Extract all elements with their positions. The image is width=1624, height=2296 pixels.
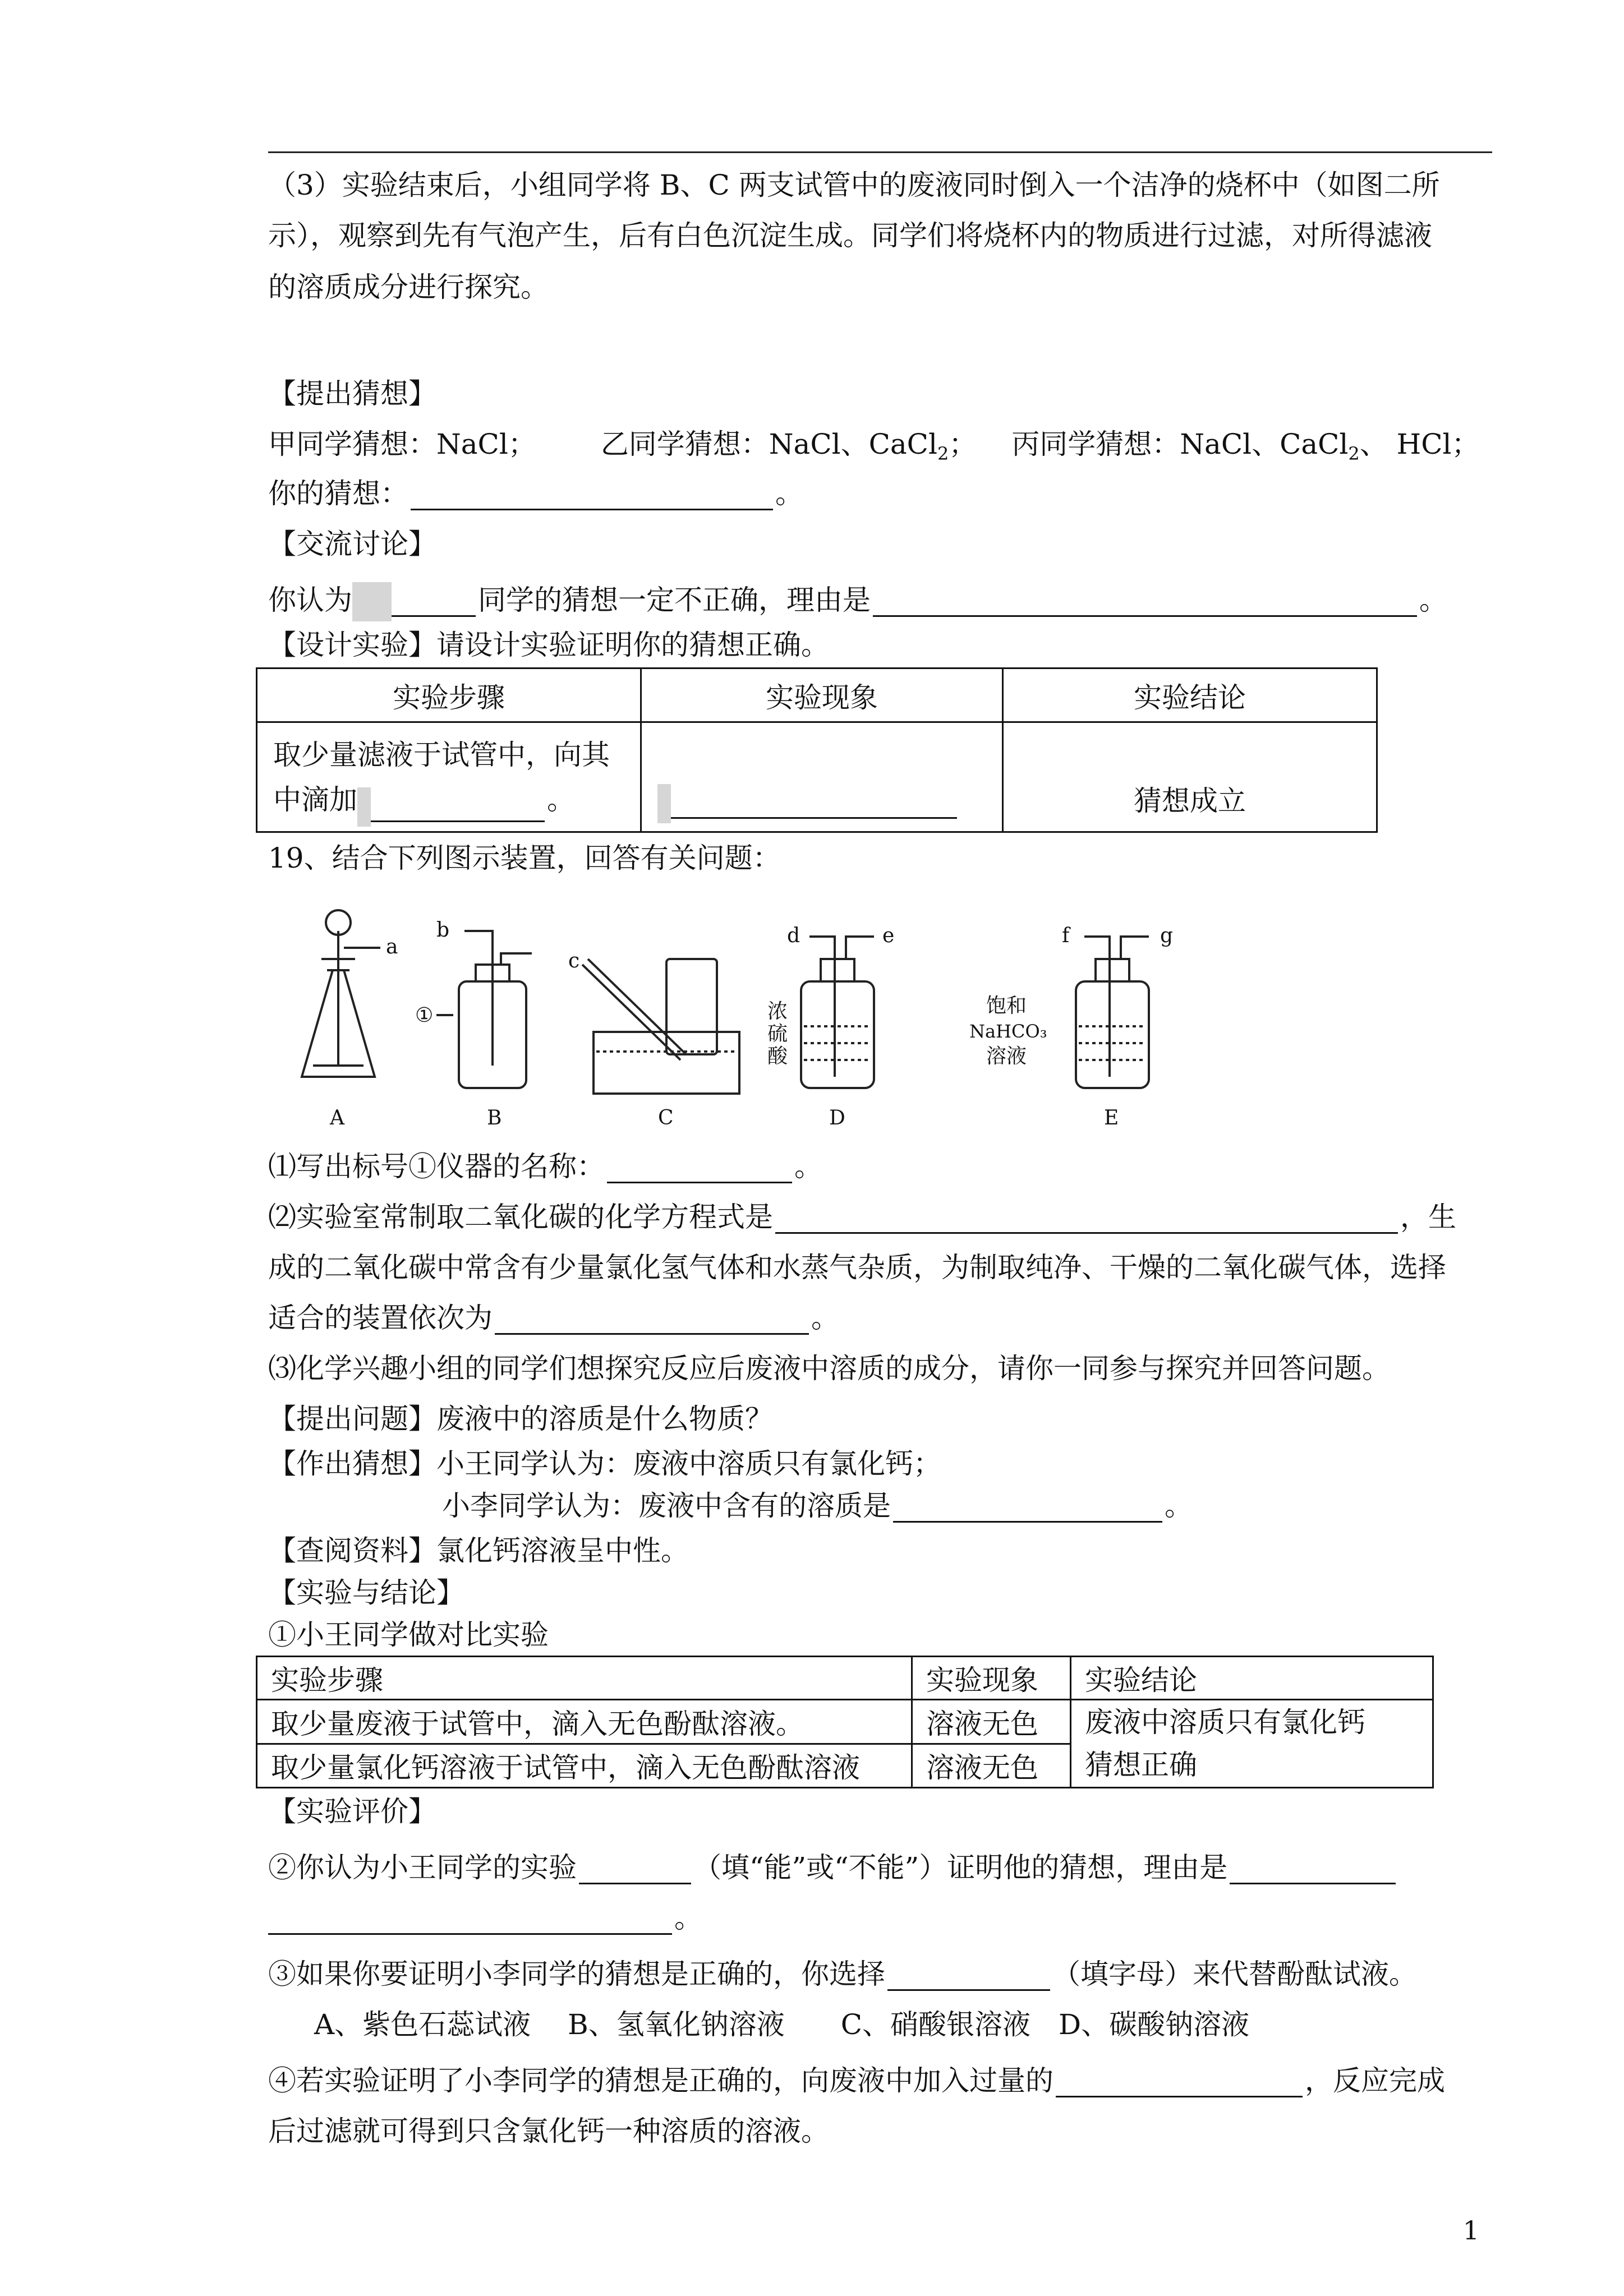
q2-line3: 适合的装置依次为 。 xyxy=(268,1302,839,1334)
caption-c: C xyxy=(658,1106,674,1129)
e2-line2: 。 xyxy=(268,1901,702,1935)
p3-line3: 的溶质成分进行探究。 xyxy=(268,271,549,303)
label-c: c xyxy=(568,949,580,972)
hyp2-blank[interactable] xyxy=(893,1495,1162,1523)
caption-d: D xyxy=(829,1106,845,1129)
header-rule xyxy=(268,151,1492,153)
label-b: b xyxy=(436,919,450,942)
d-liquid-1: 浓 xyxy=(767,1000,788,1023)
experiment-table-1 xyxy=(256,667,1378,833)
t1-header-conclusion: 实验结论 xyxy=(1003,668,1377,722)
apparatus-b xyxy=(436,931,532,1088)
p3-line1: （3）实验结束后，小组同学将 B、C 两支试管中的废液同时倒入一个洁净的烧杯中（如图二所 xyxy=(268,169,1440,201)
label-a: a xyxy=(386,935,398,958)
guess-yi: 乙同学猜想：NaCl、CaCl$_2$； xyxy=(600,428,977,464)
label-d: d xyxy=(787,924,801,947)
q2-line2: 成的二氧化碳中常含有少量氯化氢气体和水蒸气杂质，为制取纯净、干燥的二氧化碳气体，选择 xyxy=(268,1251,1446,1284)
hyp1-line: 【作出猜想】小王同学认为：废液中溶质只有氯化钙； xyxy=(268,1447,941,1480)
t2-header-phenomenon: 实验现象 xyxy=(912,1657,1071,1700)
t1-header-phenomenon: 实验现象 xyxy=(641,668,1003,722)
t2-row1-phenomenon: 溶液无色 xyxy=(912,1700,1071,1744)
e4-blank[interactable] xyxy=(1056,2070,1303,2097)
q3-line: ⑶化学兴趣小组的同学们想探究反应后废液中溶质的成分，请你一同参与探究并回答问题。 xyxy=(268,1352,1390,1385)
options-line: A、紫色石蕊试液 B、氢氧化钠溶液 C、硝酸银溶液 D、碳酸钠溶液 xyxy=(314,2008,1250,2041)
e2-reason-blank[interactable] xyxy=(1230,1857,1396,1884)
heading-guess: 【提出猜想】 xyxy=(268,377,436,410)
apparatus-a xyxy=(302,910,380,1077)
t2-row2-step: 取少量氯化钙溶液于试管中，滴入无色酚酞溶液 xyxy=(257,1744,912,1788)
data-line: 【查阅资料】氯化钙溶液呈中性。 xyxy=(268,1534,689,1567)
q2-line1: ⑵实验室常制取二氧化碳的化学方程式是 ，生 xyxy=(268,1201,1456,1233)
discuss-line: 你认为 同学的猜想一定不正确，理由是 。 xyxy=(268,578,1447,617)
apparatus-figure xyxy=(268,897,1188,1133)
exp-heading: 【实验与结论】 xyxy=(268,1576,464,1609)
page-number: 1 xyxy=(1462,2215,1479,2246)
t2-header-step: 实验步骤 xyxy=(257,1657,912,1700)
label-f: f xyxy=(1062,924,1070,947)
apparatus-d xyxy=(801,937,874,1088)
label-e: e xyxy=(882,924,895,947)
caption-a: A xyxy=(330,1106,344,1129)
q1-line: ⑴写出标号①仪器的名称： 。 xyxy=(268,1150,822,1183)
t1-conclusion-cell: 猜想成立 xyxy=(1003,722,1377,832)
t1-reagent-blank[interactable] xyxy=(360,795,545,822)
experiment-table-2 xyxy=(256,1656,1434,1788)
t2-header-conclusion: 实验结论 xyxy=(1071,1657,1433,1700)
ask-line: 【提出问题】废液中的溶质是什么物质？ xyxy=(268,1403,773,1435)
apparatus-e xyxy=(1076,937,1149,1088)
e3-line: ③如果你要证明小李同学的猜想是正确的，你选择 （填字母）来代替酚酞试液。 xyxy=(268,1958,1417,1990)
p3-line2: 示），观察到先有气泡产生，后有白色沉淀生成。同学们将烧杯内的物质进行过滤，对所得滤液 xyxy=(268,219,1432,252)
t2-row1-step: 取少量废液于试管中，滴入无色酚酞溶液。 xyxy=(257,1700,912,1744)
e4-line2: 后过滤就可得到只含氯化钙一种溶质的溶液。 xyxy=(268,2115,829,2147)
guess-line xyxy=(268,427,1480,471)
q1-blank[interactable] xyxy=(607,1156,792,1183)
q2-equation-blank[interactable] xyxy=(775,1206,1398,1234)
hyp2-line: 小李同学认为：废液中含有的溶质是 。 xyxy=(442,1490,1193,1522)
caption-e: E xyxy=(1104,1106,1119,1129)
your-guess-blank[interactable] xyxy=(411,483,773,510)
your-guess-label: 你的猜想： xyxy=(268,477,408,510)
label-g: g xyxy=(1160,924,1174,947)
design-line: 【设计实验】请设计实验证明你的猜想正确。 xyxy=(268,629,829,661)
eval-heading: 【实验评价】 xyxy=(268,1795,436,1828)
label-circle-1: ① xyxy=(415,1004,434,1027)
t2-row2-phenomenon: 溶液无色 xyxy=(912,1744,1071,1788)
e4-line1: ④若实验证明了小李同学的猜想是正确的，向废液中加入过量的 ，反应完成 xyxy=(268,2064,1445,2097)
e-liquid-2: NaHCO₃ xyxy=(969,1021,1047,1042)
q2-order-blank[interactable] xyxy=(495,1307,809,1335)
apparatus-c xyxy=(582,959,739,1094)
guess-jia: 甲同学猜想：NaCl； xyxy=(268,428,536,460)
e-liquid-3: 溶液 xyxy=(986,1045,1027,1068)
t1-step-cell: 取少量滤液于试管中，向其 中滴加 。 xyxy=(257,722,641,832)
q19-title: 19、结合下列图示装置，回答有关问题： xyxy=(268,842,781,874)
t1-phenomenon-cell xyxy=(641,722,1003,832)
e3-choice-blank[interactable] xyxy=(887,1963,1050,1991)
d-liquid-2: 硫 xyxy=(767,1022,788,1045)
your-guess-line: 你的猜想： 。 xyxy=(268,477,803,510)
guess-bing: 丙同学猜想：NaCl、CaCl$_2$、 HCl； xyxy=(1011,428,1480,464)
t1-phenomenon-blank[interactable] xyxy=(660,791,957,819)
e2-can-blank[interactable] xyxy=(579,1857,691,1884)
d-liquid-3: 酸 xyxy=(767,1045,788,1068)
t1-header-step: 实验步骤 xyxy=(257,668,641,722)
exp1-line: ①小王同学做对比实验 xyxy=(268,1619,549,1651)
discuss-blank-reason[interactable] xyxy=(873,589,1417,617)
e2-line1: ②你认为小王同学的实验 （填“能”或“不能”）证明他的猜想，理由是 xyxy=(268,1851,1398,1884)
caption-b: B xyxy=(487,1106,502,1129)
e2-reason-blank-2[interactable] xyxy=(268,1907,672,1935)
e-liquid-1: 饱和 xyxy=(986,994,1027,1017)
t2-conclusion: 废液中溶质只有氯化钙 猜想正确 xyxy=(1071,1700,1433,1788)
heading-discuss: 【交流讨论】 xyxy=(268,528,436,560)
